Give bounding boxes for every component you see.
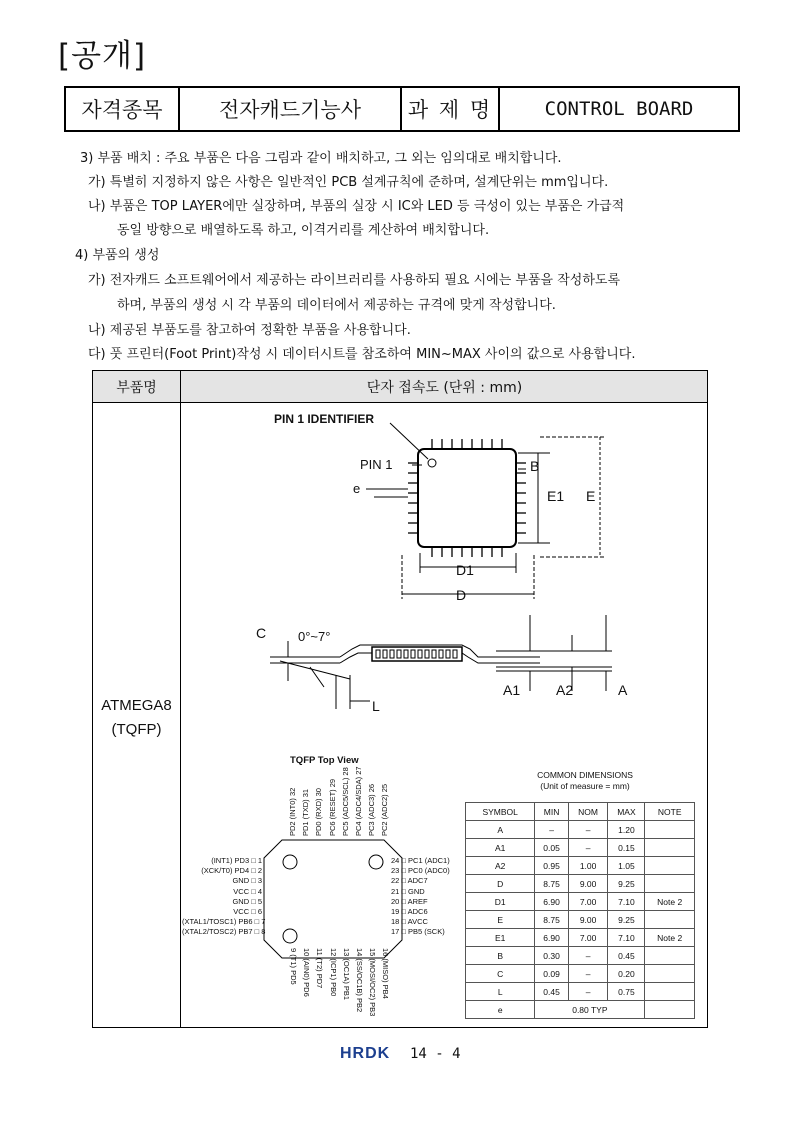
dim-cell: 0.30 [535, 947, 568, 965]
dim-header-cell: MAX [608, 803, 645, 821]
dim-header-cell: SYMBOL [466, 803, 535, 821]
hrdk-logo: HRDK [340, 1045, 391, 1062]
dim-cell: L [466, 983, 535, 1001]
pin-label: 15 (MOSI/OC2) PB3 [368, 948, 378, 1017]
header-value-task: CONTROL BOARD [544, 98, 694, 120]
table-row [466, 857, 695, 875]
pin-label: PD1 (TXD) 31 [301, 788, 311, 836]
header-label-task: 과 제 명 [402, 88, 500, 130]
label-D1: D1 [456, 562, 474, 578]
dim-cell: A2 [466, 857, 535, 875]
paragraph-3a: 가) 특별히 지정하지 않은 사항은 일반적인 PCB 설계규칙에 준하며, 설계단위는 mm입니다. [88, 175, 609, 190]
paragraph-4c: 다) 풋 프린터(Foot Print)작성 시 데이터시트를 참조하여 MIN~MAX 사이의 값으로 사용합니다. [88, 347, 636, 362]
pin-label: 16 (MISO) PB4 [381, 948, 391, 999]
label-A2: A2 [556, 682, 574, 698]
label-pin1: PIN 1 [360, 457, 393, 472]
table-row [466, 929, 695, 947]
pin-label: PD2 (INT0) 32 [288, 787, 297, 836]
label-pin1-identifier: PIN 1 IDENTIFIER [274, 412, 375, 426]
pin-label: (XCK/T0) PD4 □ 2 [201, 866, 262, 876]
pin-label: 19 □ ADC6 [391, 906, 428, 916]
paragraph-3b: 나) 부품은 TOP LAYER에만 실장하며, 부품의 실장 시 IC와 LED 등 극성이 있는 부품은 가급적 [88, 199, 625, 214]
label-E1: E1 [547, 488, 565, 504]
dim-cell: D [466, 875, 535, 893]
dimensions-unit: (Unit of measure = mm) [540, 781, 630, 791]
top-pin-list [284, 766, 394, 836]
dim-cell: 0.05 [535, 839, 568, 857]
pin-label: (XTAL2/TOSC2) PB7 □ 8 [182, 927, 266, 937]
dim-cell: 9.00 [568, 911, 608, 929]
pin-label: 9 (T1) PD5 [289, 948, 298, 985]
dim-cell: 8.75 [535, 875, 568, 893]
paragraph-3: 3) 부품 배치 : 주요 부품은 다음 그림과 같이 배치하고, 그 외는 임의대로 배치합니다. [80, 151, 562, 166]
dim-cell: E1 [466, 929, 535, 947]
header-label-qualification: 자격종목 [66, 88, 180, 130]
dimensions-table [465, 802, 695, 1019]
dim-cell: C [466, 965, 535, 983]
dim-cell: 9.25 [608, 875, 645, 893]
dim-cell: – [535, 821, 568, 839]
dim-cell [645, 983, 695, 1001]
dim-cell: Note 2 [645, 929, 695, 947]
pin-label: GND □ 3 [232, 876, 262, 886]
dim-cell: 1.05 [608, 857, 645, 875]
document-title: [공개] [58, 38, 147, 74]
dim-cell: 8.75 [535, 911, 568, 929]
dim-cell: 0.09 [535, 965, 568, 983]
table-row [466, 1001, 695, 1019]
dim-cell: 1.20 [608, 821, 645, 839]
dim-cell [645, 821, 695, 839]
dim-header-cell: MIN [535, 803, 568, 821]
label-A1: A1 [503, 682, 521, 698]
bottom-pin-list [284, 948, 394, 1020]
dim-cell: 0.80 TYP [535, 1001, 645, 1019]
pin-label: VCC □ 6 [233, 906, 262, 916]
dim-cell [645, 839, 695, 857]
pin-label: 23 □ PC0 (ADC0) [391, 866, 450, 876]
table-row [466, 983, 695, 1001]
part-name: ATMEGA8 [101, 697, 172, 714]
dim-cell: – [568, 965, 608, 983]
label-A: A [618, 682, 628, 698]
dim-cell: 7.00 [568, 893, 608, 911]
paragraph-4: 4) 부품의 생성 [75, 248, 160, 263]
dim-cell: B [466, 947, 535, 965]
pin-label: 18 □ AVCC [391, 917, 428, 927]
dim-cell: – [568, 821, 608, 839]
label-D: D [456, 587, 467, 603]
pin-label: VCC □ 4 [233, 886, 262, 896]
pin-label: GND □ 5 [232, 896, 262, 906]
pin-label: PC2 (ADC2) 25 [380, 783, 390, 836]
pin-label: 13 (OC1A) PB1 [341, 948, 351, 1001]
package-drawing [240, 405, 680, 725]
pin-label: PC3 (ADC3) 26 [367, 783, 377, 836]
pin-label: PD0 (RXD) 30 [314, 788, 324, 836]
dim-cell: 6.90 [535, 929, 568, 947]
pin-label: 20 □ AREF [391, 896, 428, 906]
pin-label: PC6 (RESET) 29 [327, 778, 337, 836]
right-pin-list [391, 856, 471, 938]
pin-label: 12 (ICP1) PB0 [328, 948, 338, 997]
dim-cell: e [466, 1001, 535, 1019]
table-row [466, 911, 695, 929]
dim-cell: D1 [466, 893, 535, 911]
dim-cell: 0.45 [535, 983, 568, 1001]
dim-cell: 9.00 [568, 875, 608, 893]
table-row [466, 875, 695, 893]
dimensions-title: COMMON DIMENSIONS [537, 770, 633, 780]
pin-label: 22 □ ADC7 [391, 876, 428, 886]
pin-label: 17 □ PB5 (SCK) [391, 927, 445, 937]
dim-cell: 0.45 [608, 947, 645, 965]
paragraph-3b-cont: 동일 방향으로 배열하도록 하고, 이격거리를 계산하여 배치합니다. [117, 223, 490, 238]
label-angle: 0°~7° [298, 629, 331, 644]
dim-cell: – [568, 947, 608, 965]
table-divider [180, 371, 181, 1027]
dim-cell: A [466, 821, 535, 839]
label-L: L [372, 698, 380, 714]
dim-cell [645, 947, 695, 965]
pin-label: (INT1) PD3 □ 1 [211, 856, 262, 865]
header-pin-diagram: 단자 접속도 (단위 : mm) [366, 379, 523, 396]
pin-label: PC4 (ADC4/SDA) 27 [354, 766, 363, 836]
pin-label: 24 □ PC1 (ADC1) [391, 856, 450, 865]
page-number: 14 - 4 [410, 1046, 461, 1062]
dim-cell [645, 857, 695, 875]
dim-cell [645, 911, 695, 929]
label-C: C [256, 625, 267, 641]
dim-cell: 7.00 [568, 929, 608, 947]
table-row [466, 893, 695, 911]
dim-header-cell: NOTE [645, 803, 695, 821]
header-value-qualification: 전자캐드기능사 [180, 88, 402, 130]
dim-cell: – [568, 839, 608, 857]
pin-label: PC5 (ADC5/SCL) 28 [340, 767, 350, 836]
dim-cell: 6.90 [535, 893, 568, 911]
dim-cell: – [568, 983, 608, 1001]
dim-header-cell: NOM [568, 803, 608, 821]
dim-cell: 7.10 [608, 929, 645, 947]
left-pin-list [182, 856, 266, 938]
dim-cell [645, 875, 695, 893]
dim-cell: 1.00 [568, 857, 608, 875]
package-body [418, 449, 516, 547]
pin-label: 21 □ GND [391, 886, 425, 896]
label-e: e [353, 481, 361, 496]
paragraph-4b: 나) 제공된 부품도를 참고하여 정확한 부품을 사용합니다. [88, 323, 411, 338]
label-B: B [530, 458, 540, 474]
top-view-chip [262, 838, 404, 960]
table-row [466, 821, 695, 839]
pin-label: 14 (SS/OC1B) PB2 [355, 948, 364, 1013]
top-view-title: TQFP Top View [290, 755, 359, 766]
dim-cell [645, 965, 695, 983]
dimensions-caption [465, 770, 705, 792]
dim-cell: Note 2 [645, 893, 695, 911]
part-package: (TQFP) [111, 721, 162, 738]
table-row [466, 965, 695, 983]
pin-label: (XTAL1/TOSC1) PB6 □ 7 [182, 917, 266, 927]
dim-cell: 9.25 [608, 911, 645, 929]
paragraph-4a: 가) 전자캐드 소프트웨어에서 제공하는 라이브러리를 사용하되 필요 시에는 부품을 작성하도록 [88, 273, 621, 288]
dim-cell: 0.15 [608, 839, 645, 857]
pin1-dot [428, 459, 436, 467]
dim-cell: A1 [466, 839, 535, 857]
dim-cell: 7.10 [608, 893, 645, 911]
pin-label: 11 (T2) PD7 [315, 948, 325, 989]
dim-cell: E [466, 911, 535, 929]
dim-cell: 0.95 [535, 857, 568, 875]
paragraph-4a-cont: 하며, 부품의 생성 시 각 부품의 데이터에서 제공하는 규격에 맞게 작성합니다. [117, 298, 556, 313]
header-table [64, 86, 740, 132]
table-row [466, 839, 695, 857]
label-E: E [586, 488, 596, 504]
dim-cell: 0.75 [608, 983, 645, 1001]
dim-cell [645, 1001, 695, 1019]
dim-cell: 0.20 [608, 965, 645, 983]
table-row [466, 947, 695, 965]
pin-label: 10 (AIN0) PD6 [302, 948, 312, 997]
header-part-name: 부품명 [116, 379, 157, 396]
